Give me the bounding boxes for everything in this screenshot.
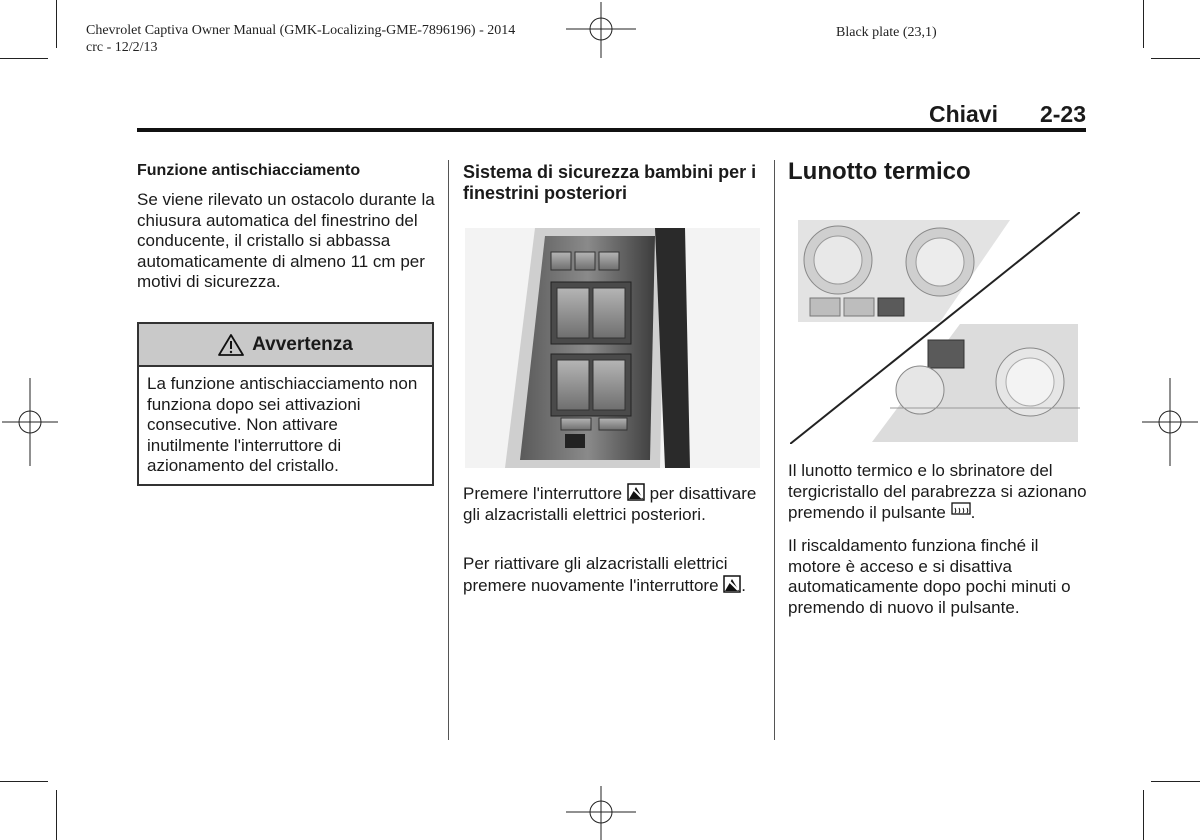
rear-defrost-icon [951,502,971,520]
child-lock-paragraph-1 [463,483,763,525]
registration-mark-left [2,378,58,466]
section-heading-child-lock: Sistema di sicurezza bambini per i finestrini posteriori [463,162,757,203]
rear-defrost-paragraph-2: Il riscaldamento funziona finché il motore è acceso e si disattiva automaticamente dopo pochi minuti o premendo di nuovo il pulsante. [788,536,1071,617]
child-lock-text-2a: Per riattivare gli alzacristalli elettrici premere nuovamente l'interruttore [463,554,728,595]
warning-triangle-icon [218,334,244,356]
child-lock-paragraph-2 [463,554,763,596]
section-heading-antipinch: Funzione antischiacciamento [137,162,361,179]
page-title-row [137,96,1086,132]
crop-mark [0,781,48,782]
section-heading-rear-defrost: Lunotto termico [788,158,971,185]
column-separator [448,160,449,740]
manual-title-line: Chevrolet Captiva Owner Manual (GMK-Localizing-GME-7896196) - 2014 [86,23,516,38]
crop-mark [56,0,57,48]
crop-mark [1151,58,1200,59]
climate-control-image [790,212,1080,444]
crop-mark [0,58,48,59]
rear-defrost-text-1a: Il lunotto termico e lo sbrinatore del tergicristallo del parabrezza si azionano premendo il pulsante [788,461,1087,522]
crop-mark [1143,0,1144,48]
crop-mark [56,790,57,840]
registration-mark-top [566,2,636,58]
warning-text: La funzione antischiacciamento non funziona dopo sei attivazioni consecutive. Non attivare inutilmente l'interruttore di azionamento del cristallo. [147,374,418,475]
window-lock-icon [627,483,645,501]
print-date-line: crc - 12/2/13 [86,40,158,55]
warning-box [137,322,434,486]
window-lock-icon [723,575,741,593]
child-lock-text-1b: per disattivare gli alzacristalli elettrici posteriori. [463,484,757,524]
title-rule [137,128,1086,132]
child-lock-text-1a: Premere l'interruttore [463,484,623,503]
crop-mark [1143,790,1144,840]
chapter-title: Chiavi [928,101,998,127]
plate-label: Black plate (23,1) [836,25,937,40]
crop-mark [1151,781,1200,782]
warning-label: Avvertenza [252,333,353,355]
antipinch-paragraph: Se viene rilevato un ostacolo durante la chiusura automatica del finestrino del conducente, il cristallo si abbassa automaticamente di almeno 11 cm per motivi di sicurezza. [137,190,435,291]
rear-defrost-text-1b: . [970,503,976,522]
registration-mark-bottom [566,786,636,840]
page-number: 2-23 [1039,101,1086,127]
warning-header [139,324,432,367]
registration-mark-right [1142,378,1198,466]
window-switch-panel-image [465,228,760,468]
column-separator [774,160,775,740]
child-lock-text-2b: . [741,575,747,595]
rear-defrost-paragraph-1 [788,461,1088,524]
